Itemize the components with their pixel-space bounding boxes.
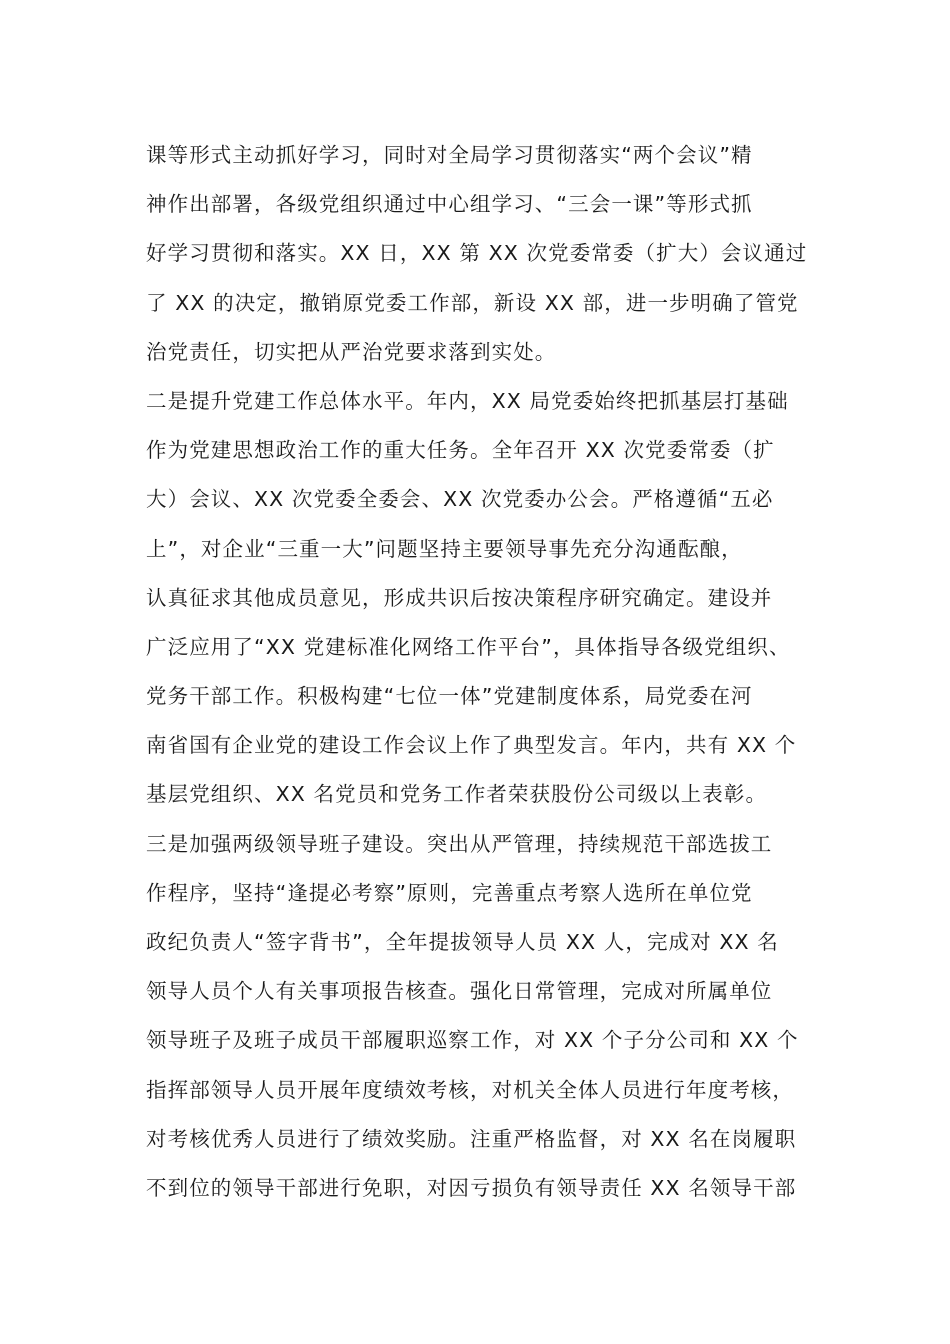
text-line: 认真征求其他成员意见，形成共识后按决策程序研究确定。建设并 — [146, 585, 773, 610]
text-line: 基层党组织、XX 名党员和党务工作者荣获股份公司级以上表彰。 — [146, 782, 768, 807]
text-line: 作程序，坚持“逢提必考察”原则，完善重点考察人选所在单位党 — [146, 880, 753, 905]
text-line: 领导人员个人有关事项报告核查。强化日常管理，完成对所属单位 — [146, 979, 773, 1004]
text-line: 政纪负责人“签字背书”，全年提拔领导人员 XX 人，完成对 XX 名 — [146, 930, 779, 954]
text-line: 治党责任，切实把从严治党要求落到实处。 — [146, 339, 557, 364]
text-line: 好学习贯彻和落实。XX 日，XX 第 XX 次党委常委（扩大）会议通过 — [146, 241, 808, 266]
text-line: 党务干部工作。积极构建“七位一体”党建制度体系，局党委在河 — [146, 684, 753, 709]
text-line: 对考核优秀人员进行了绩效奖励。注重严格监督，对 XX 名在岗履职 — [146, 1126, 797, 1151]
text-line: 广泛应用了“XX 党建标准化网络工作平台”，具体指导各级党组织、 — [146, 634, 791, 659]
text-line: 二是提升党建工作总体水平。年内，XX 局党委始终把抓基层打基础 — [146, 388, 789, 413]
text-line: 大）会议、XX 次党委全委会、XX 次党委办公会。严格遵循“五必 — [146, 487, 774, 512]
text-line: 作为党建思想政治工作的重大任务。全年召开 XX 次党委常委（扩 — [146, 438, 775, 463]
text-line: 神作出部署，各级党组织通过中心组学习、“三会一课”等形式抓 — [146, 192, 753, 217]
body-text — [146, 131, 816, 1213]
text-line: 不到位的领导干部进行免职，对因亏损负有领导责任 XX 名领导干部 — [146, 1175, 797, 1200]
text-line: 指挥部领导人员开展年度绩效考核，对机关全体人员进行年度考核， — [146, 1077, 794, 1102]
text-line: 上”，对企业“三重一大”问题坚持主要领导事先充分沟通酝酿， — [146, 536, 743, 561]
text-line: 领导班子及班子成员干部履职巡察工作，对 XX 个子分公司和 XX 个 — [146, 1028, 799, 1053]
text-line: 课等形式主动抓好学习，同时对全局学习贯彻落实“两个会议”精 — [146, 143, 753, 167]
text-line: 了 XX 的决定，撤销原党委工作部，新设 XX 部，进一步明确了管党 — [146, 290, 799, 315]
text-line: 南省国有企业党的建设工作会议上作了典型发言。年内，共有 XX 个 — [146, 733, 797, 758]
text-line: 三是加强两级领导班子建设。突出从严管理，持续规范干部选拔工 — [146, 831, 773, 856]
